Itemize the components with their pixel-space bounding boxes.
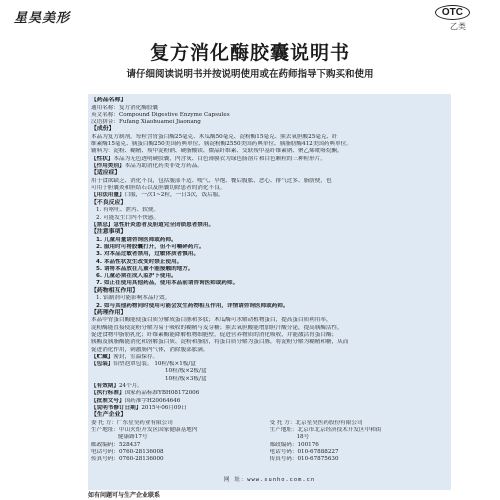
website-url: 网 址：www.sunho.com.cn — [223, 477, 316, 483]
section-text: 密封，室温保存。 — [113, 353, 159, 360]
text-line: 4. 本品性状发生改变时禁止使用。 — [96, 258, 183, 265]
entrusted-party — [270, 420, 449, 464]
section-standard — [91, 390, 448, 397]
section-precautions — [91, 229, 448, 288]
text-line: 传真号码：0760-28136000 — [91, 456, 164, 463]
section-heading: 【用法用量】 — [91, 192, 125, 199]
text-line: 2. 如与其他药物同时使用可能会发生药物相互作用，详情请咨询医师或药师。 — [96, 302, 289, 309]
section-heading: 【批准文号】 — [91, 397, 125, 404]
text-line: 2. 服用时可将胶囊打开，但不可嚼碎药片。 — [96, 243, 205, 250]
text-line: 辅料为：淀粉、糊精、羧甲淀粉钠、硬脂酸镁、微晶纤维素、交联羧甲基纤维素钠、聚乙烯吡咯烷酮。 — [91, 148, 343, 155]
text-line: 本品中胃蛋白酶能使蛋白质分解成蛋白胨和多肽；木瓜酶可水解动植物蛋白，提高蛋白质利用率， — [91, 317, 332, 324]
section-text: 口服，一次1~2粒，一日3次，饭后服。 — [124, 192, 224, 199]
package-line: 10粒/板×3板/盒 — [165, 375, 207, 382]
brand-logo: 星昊美形 — [14, 11, 71, 26]
title-note: 请仔细阅读说明书并按说明使用或在药师指导下购买和使用 — [126, 69, 374, 80]
section-text: 国药准字H20064646 — [124, 397, 181, 404]
text-line: 传真号码：010-67875630 — [269, 456, 339, 463]
text-line: 维素酶15毫克、胰蛋白酶250美国药典单位、胰淀粉酶2550美国药典单位、胰脂肪酶412美国药典单位。 — [91, 141, 352, 148]
section-heading: 【禁忌】 — [91, 221, 114, 228]
text-line: 1. 儿童用量请咨询医师或药师。 — [96, 236, 177, 243]
text-line — [91, 361, 448, 368]
section-heading: 【不良反应】 — [91, 199, 127, 206]
leaflet-content — [91, 97, 448, 487]
page-title: 复方消化酶胶囊说明书 — [149, 42, 350, 64]
text-line: 健康路17号 — [118, 434, 148, 441]
section-package — [91, 361, 448, 383]
section-revision-date — [91, 405, 448, 412]
text-line: 电话号码：010-67888227 — [269, 448, 339, 455]
section-heading: 【药物相互作用】 — [91, 287, 139, 294]
text-line: 3. 对本品过敏者禁用，过敏体质者慎用。 — [96, 251, 200, 258]
section-indications — [91, 170, 448, 192]
section-heading: 【贮藏】 — [91, 353, 114, 360]
section-contraindications — [91, 222, 448, 229]
section-heading: 【包装】 — [91, 361, 114, 368]
package-line: 铝塑泡罩包装。 10粒/板×1板/盒 — [113, 361, 196, 368]
text-line: 通用名称：复方消化酶胶囊 — [91, 104, 159, 111]
section-heading: 【说明书修订日期】 — [91, 404, 142, 411]
text-line: 本品为复方制剂，每粒含胃蛋白酶25毫克、木瓜酶50毫克、淀粉酶15毫克、熊去氧胆酸25毫克、纤 — [91, 133, 338, 140]
section-heading: 【适应症】 — [91, 170, 121, 177]
text-line: 电话号码：0760-28136008 — [91, 448, 164, 455]
text-line: 1. 有呕吐、泄泻、软便。 — [96, 207, 160, 214]
text-line: 促进食物中脂肪乳化；纤维素酶能降解植物细胞壁，促进营养物质的消化吸收，并能激活胃蛋白酶； — [91, 331, 338, 338]
text-line: 邮政编码：528437 — [91, 441, 141, 448]
text-line: 邮政编码：100176 — [269, 441, 319, 448]
leaflet-sheet — [88, 94, 451, 490]
text-line: 促进消化作用，刺激肠内气体，消除腹部胀满。 — [91, 346, 209, 353]
section-usage — [91, 192, 448, 199]
package-line: 10粒/板×2板/盒 — [165, 368, 207, 375]
text-line: 用于食欲缺乏、消化不良，包括腹部不适、嗳气、早饱、餐后腹胀、恶心、排气过多、脂肪便，也 — [91, 177, 332, 184]
otc-badge: OTC — [435, 5, 470, 20]
header-bar — [0, 0, 500, 30]
text-line: 2. 可能发生口内不快感。 — [96, 214, 160, 221]
section-heading: 【性状】 — [91, 155, 114, 162]
text-line: 5. 请将本品放在儿童不能接触的地方。 — [96, 265, 194, 272]
contact-note: 如有问题可与生产企业联系 — [88, 492, 161, 499]
text-line: 6. 儿童必须在成人监护下使用。 — [96, 273, 177, 280]
section-heading: 【有效期】 — [91, 383, 119, 389]
text-line: 1. 铝制剂可能影响本品疗效。 — [96, 295, 171, 302]
section-text: 24个月。 — [118, 383, 143, 389]
section-pharmacology — [91, 310, 448, 354]
section-text: 本品为无色透明硬胶囊，内含灰、白色薄膜衣为绿色肠溶片和白色颗粒的三种粒形片。 — [113, 155, 326, 162]
section-text: 国家药品标准YBH08172006 — [124, 390, 200, 397]
text-line: 汉语拼音：Fufang Xiaohuamei Jiaonang — [91, 119, 201, 126]
section-storage — [91, 354, 448, 361]
section-description — [91, 156, 448, 163]
section-interactions — [91, 288, 448, 310]
section-heading: 【药理作用】 — [91, 309, 127, 316]
section-adverse-reactions — [91, 200, 448, 222]
text-line: 胰酶及胰脂酶能消化和溶解蛋白质、淀粉和脂肪，将蛋白质分解为蛋白胨，将淀粉分解为糊精和糖，从而 — [91, 339, 349, 346]
text-line: 生产地址：北京市北京经济技术开发区中和街 — [269, 426, 382, 433]
text-line: 18号 — [296, 434, 310, 441]
section-text: 急性肝炎患者及胆道完全闭锁患者禁用。 — [113, 221, 215, 228]
section-approval — [91, 398, 448, 405]
text-line: 7. 如正在使用其他药品，使用本品前请咨询医师或药师。 — [96, 280, 239, 287]
text-line: 生产地址：中山火炬开发区国家健康基地内 — [91, 426, 198, 433]
section-drug-name — [91, 97, 448, 126]
section-heading: 【注意事项】 — [91, 229, 127, 236]
section-text: 2015年06月09日 — [141, 404, 187, 411]
text-line: 受 托 方：北京星昊医药股份有限公司 — [269, 419, 363, 426]
section-category — [91, 163, 448, 170]
text-line: 委 托 方：广东星昊药业有限公司 — [91, 419, 173, 426]
section-heading: 【生产企业】 — [91, 412, 127, 419]
otc-class-label: 乙类 — [450, 22, 466, 31]
text-line: 英文名称：Compound Digestive Enzyme Capsules — [91, 111, 230, 118]
section-validity — [91, 383, 448, 390]
section-heading: 【药品名称】 — [91, 97, 127, 103]
text-line: 淀粉酶能直接使淀粉分解为易于吸收的糊精与麦芽糖；熊去氧胆酸能增加胆汁酸分泌，提高胰酶活性， — [91, 324, 343, 331]
section-heading: 【成份】 — [91, 126, 115, 133]
section-ingredients — [91, 126, 448, 155]
text-line: 可用于胆囊炎和胆结石以及胆囊切除患者的消化不良。 — [91, 185, 226, 192]
section-heading: 【执行标准】 — [91, 390, 125, 397]
manufacturer-columns — [91, 420, 448, 464]
section-manufacturer — [91, 412, 448, 463]
entrusting-party — [91, 420, 270, 464]
section-text: 本品为助消化药类非处方药品。 — [124, 163, 203, 170]
section-heading: 【作用类别】 — [91, 163, 125, 170]
